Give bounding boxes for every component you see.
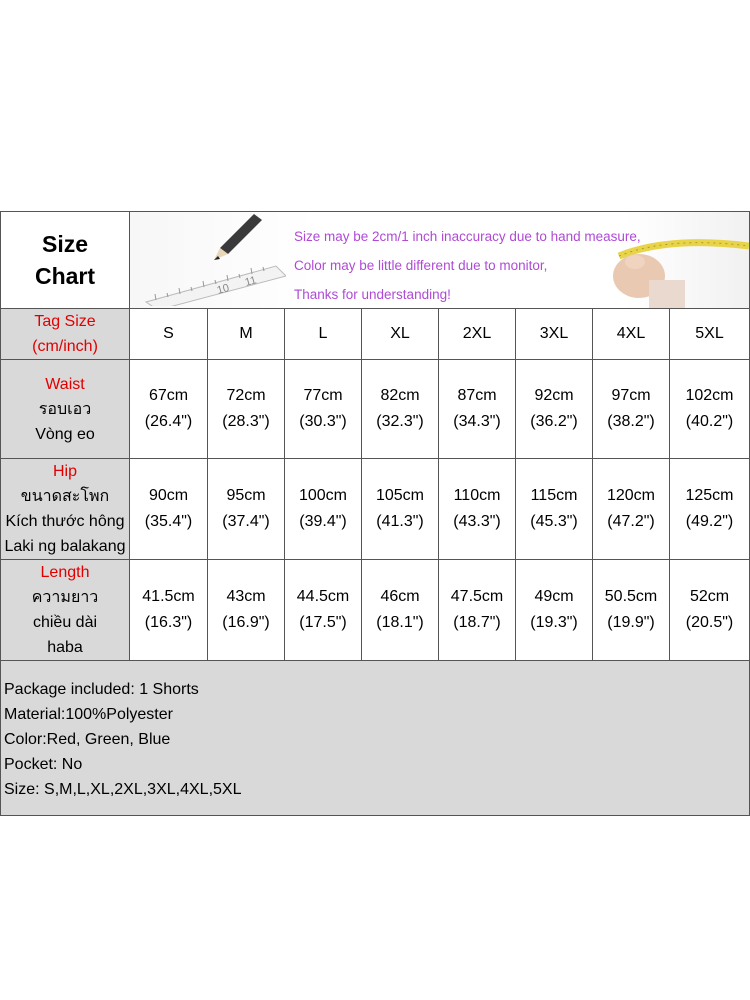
length-inch: (18.1") — [376, 614, 424, 631]
size-header: S — [130, 309, 208, 360]
size-header: 5XL — [670, 309, 750, 360]
waist-cm: 77cm — [303, 387, 343, 404]
hip-label-thai: ขนาดสะโพก — [20, 488, 110, 505]
length-value-cell — [670, 560, 750, 661]
size-list: Size: S,M,L,XL,2XL,3XL,4XL,5XL — [4, 781, 242, 798]
hip-value-cell — [516, 459, 593, 560]
hip-inch: (41.3") — [376, 513, 424, 530]
waist-inch: (26.4") — [144, 413, 193, 430]
measuring-tape-hand-icon — [599, 216, 749, 308]
hip-value-cell — [285, 459, 362, 560]
note-color-monitor: Color may be little different due to monitor, — [294, 258, 548, 273]
waist-cm: 92cm — [534, 387, 574, 404]
waist-value-cell — [439, 360, 516, 459]
hip-value-cell — [130, 459, 208, 560]
length-label-thai: ความยาว — [31, 589, 99, 606]
hip-cm: 95cm — [226, 487, 266, 504]
length-cm: 47.5cm — [450, 588, 504, 605]
length-value-cell — [516, 560, 593, 661]
hip-cm: 115cm — [530, 487, 578, 504]
hip-inch: (43.3") — [453, 513, 501, 530]
tag-size-row — [1, 309, 750, 360]
waist-cm: 82cm — [380, 387, 420, 404]
hip-cm: 125cm — [685, 487, 734, 504]
length-cm: 41.5cm — [142, 588, 195, 605]
length-inch: (20.5") — [685, 614, 734, 631]
waist-label-thai: รอบเอว — [38, 400, 92, 418]
length-inch: (19.9") — [607, 614, 655, 631]
waist-label: Waist — [45, 375, 85, 393]
ruler-number-10: 10 — [215, 282, 231, 297]
pocket: Pocket: No — [4, 756, 83, 773]
length-value-cell — [285, 560, 362, 661]
hip-value-cell — [362, 459, 439, 560]
length-value-cell — [593, 560, 670, 661]
hip-inch: (45.3") — [530, 513, 578, 530]
waist-inch: (28.3") — [222, 413, 270, 430]
hip-label: Hip — [52, 463, 77, 480]
waist-inch: (40.2") — [685, 413, 734, 430]
waist-value-cell — [516, 360, 593, 459]
length-inch: (16.9") — [222, 614, 270, 631]
hip-inch: (39.4") — [299, 513, 347, 530]
hip-inch: (49.2") — [685, 513, 734, 530]
size-chart-title — [1, 212, 130, 309]
waist-value-cell — [208, 360, 285, 459]
waist-inch: (34.3") — [453, 413, 501, 430]
size-header: 3XL — [516, 309, 593, 360]
package-included: Package included: 1 Shorts — [4, 681, 199, 698]
length-inch: (17.5") — [299, 614, 347, 631]
length-cm: 49cm — [534, 588, 574, 605]
pencil-ruler-icon — [136, 214, 286, 306]
hip-cm: 120cm — [606, 487, 656, 504]
measurement-banner — [130, 212, 750, 309]
hip-value-cell — [439, 459, 516, 560]
waist-cm: 72cm — [226, 387, 266, 404]
size-header: 4XL — [593, 309, 670, 360]
tag-size-label: Tag Size (cm/inch) — [32, 313, 98, 355]
ruler-number-11: 11 — [243, 274, 258, 289]
length-value-cell — [439, 560, 516, 661]
product-info — [1, 661, 750, 816]
size-header: XL — [362, 309, 439, 360]
length-value-cell — [208, 560, 285, 661]
hip-label-cell — [1, 459, 130, 560]
waist-cm: 102cm — [685, 387, 734, 404]
waist-label-vietnamese: Vòng eo — [35, 425, 95, 443]
length-cm: 50.5cm — [604, 588, 658, 605]
hip-cm: 90cm — [148, 487, 189, 504]
waist-value-cell — [130, 360, 208, 459]
hip-inch: (37.4") — [222, 513, 270, 530]
size-header: 2XL — [439, 309, 516, 360]
length-cm: 46cm — [380, 588, 420, 605]
length-label-filipino: haba — [47, 639, 83, 656]
size-chart-title-line2: Chart — [34, 263, 96, 289]
waist-label-cell — [1, 360, 130, 459]
length-cm: 44.5cm — [296, 588, 350, 605]
length-inch: (18.7") — [453, 614, 501, 631]
title-row — [1, 212, 750, 309]
waist-inch: (38.2") — [607, 413, 655, 430]
hip-inch: (35.4") — [144, 513, 193, 530]
waist-inch: (36.2") — [530, 413, 578, 430]
hip-value-cell — [208, 459, 285, 560]
hip-cm: 110cm — [453, 487, 501, 504]
color-options: Color:Red, Green, Blue — [4, 731, 171, 748]
hip-inch: (47.2") — [607, 513, 655, 530]
size-chart-table — [0, 211, 750, 816]
length-inch: (16.3") — [144, 614, 193, 631]
material: Material:100%Polyester — [4, 706, 173, 723]
waist-cm: 67cm — [148, 387, 189, 404]
waist-value-cell — [285, 360, 362, 459]
size-header: L — [285, 309, 362, 360]
length-label-cell — [1, 560, 130, 661]
length-inch: (19.3") — [530, 614, 578, 631]
hip-value-cell — [593, 459, 670, 560]
note-thanks: Thanks for understanding! — [294, 287, 451, 302]
hip-label-filipino: Laki ng balakang — [4, 538, 126, 555]
note-hand-measure: Size may be 2cm/1 inch inaccuracy due to hand measure, — [294, 229, 641, 244]
waist-value-cell — [670, 360, 750, 459]
length-row — [1, 560, 750, 661]
waist-inch: (30.3") — [299, 413, 347, 430]
size-chart-title-line1: Size — [41, 231, 89, 257]
waist-cm: 87cm — [457, 387, 497, 404]
product-info-row — [1, 661, 750, 816]
length-cm: 43cm — [226, 588, 266, 605]
hip-label-vietnamese: Kích thước hông — [5, 513, 125, 530]
waist-value-cell — [593, 360, 670, 459]
hip-cm: 105cm — [375, 487, 425, 504]
waist-row — [1, 360, 750, 459]
hip-cm: 100cm — [298, 487, 348, 504]
hip-value-cell — [670, 459, 750, 560]
length-cm: 52cm — [689, 588, 730, 605]
length-value-cell — [362, 560, 439, 661]
waist-inch: (32.3") — [376, 413, 424, 430]
length-label-vietnamese: chiều dài — [32, 614, 98, 631]
hip-row — [1, 459, 750, 560]
length-label: Length — [40, 564, 90, 581]
tag-size-label-cell — [1, 309, 130, 360]
length-value-cell — [130, 560, 208, 661]
waist-value-cell — [362, 360, 439, 459]
waist-cm: 97cm — [611, 387, 651, 404]
size-header: M — [208, 309, 285, 360]
